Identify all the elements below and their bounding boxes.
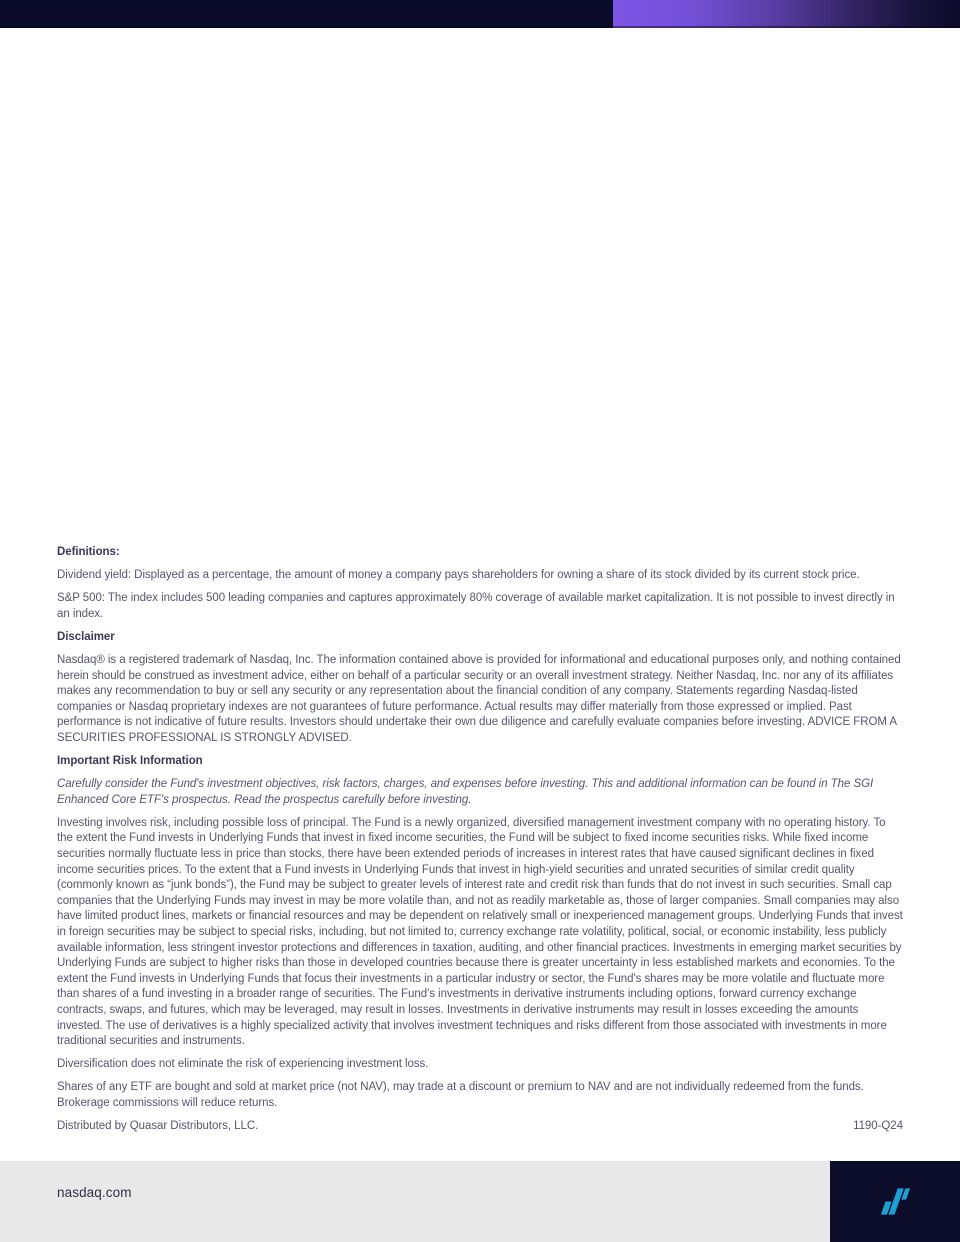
top-accent-bar — [0, 0, 960, 28]
top-accent-gradient — [613, 0, 960, 28]
nasdaq-logo-box — [830, 1161, 960, 1242]
page-footer — [0, 1161, 960, 1242]
nasdaq-ribbon-logo-icon — [879, 1187, 911, 1216]
risk-prospectus-note: Carefully consider the Fund's investment objectives, risk factors, charges, and expenses before investing. This and additional information can be found in The SGI Enhanced Core ETF's prospectus. Read the prospectus carefully before investing. — [57, 778, 874, 806]
definition-dividend-yield: Dividend yield: Displayed as a percentage, the amount of money a company pays shareholders for owning a share of its stock divided by its current stock price. — [57, 569, 860, 582]
distributor-row — [57, 1119, 903, 1135]
definition-sp500: S&P 500: The index includes 500 leading companies and captures approximately 80% coverage of available market capitalization. It is not possible to invest directly in an index. — [57, 592, 895, 620]
disclaimer-text: Nasdaq® is a registered trademark of Nasdaq, Inc. The information contained above is provided for informational and educational purposes only, and nothing contained herein should be construed as investment advice, either on behalf of a particular security or an overall investment strategy. Neither Nasdaq, Inc. nor any of its affiliates makes any recommendation to buy or sell any security or any representation about the financial condition of any company. Statements regarding Nasdaq-listed companies or Nasdaq proprietary indexes are not guarantees of future performance. Actual results may differ materially from those expressed or implied. Past performance is not indicative of future results. Investors should undertake their own due diligence and carefully evaluate companies before investing. ADVICE FROM A SECURITIES PROFESSIONAL IS STRONGLY ADVISED. — [57, 653, 901, 744]
risk-body-text: Investing involves risk, including possible loss of principal. The Fund is a newly organized, diversified management investment company with no operating history. To the extent the Fund invests in Underlying Funds that invest in fixed income securities, the Fund will be subject to fixed income securities risks. While fixed income securities normally fluctuate less in price than stocks, there have been extended periods of increases in interest rates that have caused significant declines in fixed income securities prices. To the extent that a Fund invests in Underlying Funds that invest in high-yield securities and unrated securities of similar credit quality (commonly known as “junk bonds”), the Fund may be subject to greater levels of interest rate and credit risk than funds that do not invest in such securities. Small cap companies that the Underlying Funds may invest in may be more volatile than, and not as readily marketable as, those of larger companies. Small companies may also have limited product lines, markets or financial resources and may be dependent on relatively small or inexperienced management groups. Underlying Funds that invest in foreign securities may be subject to special risks, including, but not limited to, currency exchange rate volatility, political, social, or economic instability, less publicly available information, less stringent investor protections and differences in taxation, auditing, and other financial practices. Investments in emerging market securities by Underlying Funds are subject to higher risks than those in developed countries because there is greater uncertainty in less established markets and economies. To the extent the Fund invests in Underlying Funds that focus their investments in a particular industry or sector, the Fund's shares may be more volatile and fluctuate more than shares of a fund investing in a broader range of securities. The Fund's investments in derivative instruments including options, forward currency exchange contracts, swaps, and futures, which may be leveraged, may result in losses. Investments in derivative instruments may result in losses exceeding the amounts invested. The use of derivatives is a highly specialized activity that involves investment techniques and risks different from those associated with investments in more traditional securities and instruments. — [57, 816, 903, 1048]
disclaimer-heading: Disclaimer — [57, 630, 115, 643]
diversification-note: Diversification does not eliminate the risk of experiencing investment loss. — [57, 1058, 429, 1071]
distributor-note: Distributed by Quasar Distributors, LLC. — [57, 1120, 259, 1132]
definitions-heading: Definitions: — [57, 546, 120, 558]
nasdaq-website-link[interactable]: nasdaq.com — [57, 1185, 132, 1200]
important-risk-heading: Important Risk Information — [57, 755, 203, 768]
page-content — [57, 545, 903, 1135]
document-code: 1190-Q24 — [853, 1120, 903, 1132]
etf-shares-note: Shares of any ETF are bought and sold at market price (not NAV), may trade at a discount or premium to NAV and are not individually redeemed from the funds. Brokerage commissions will reduce returns. — [57, 1081, 864, 1109]
